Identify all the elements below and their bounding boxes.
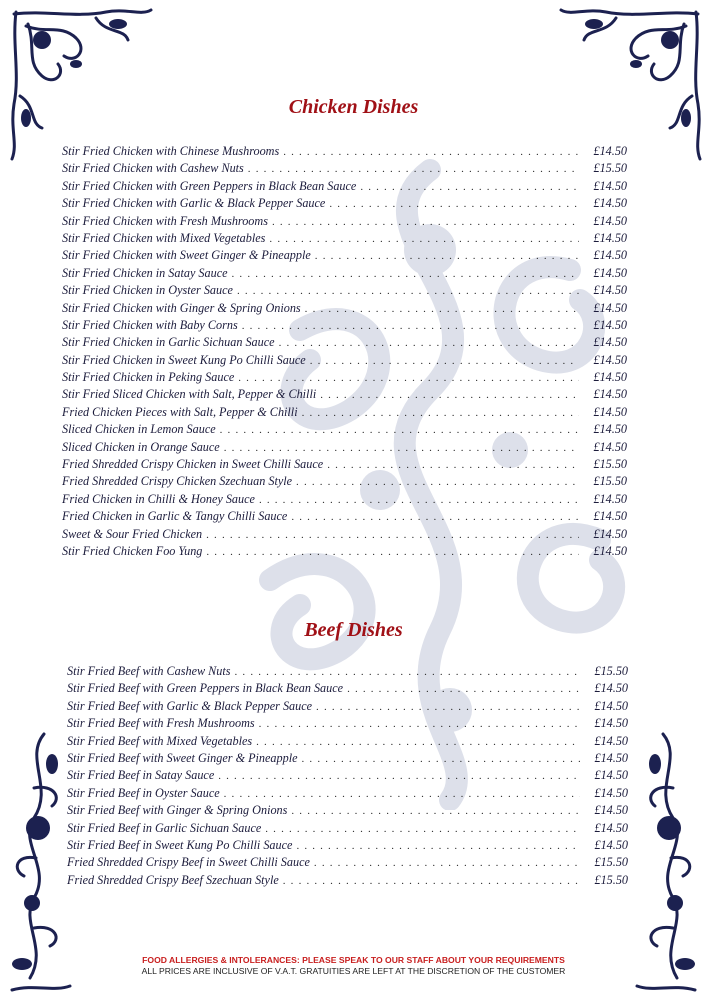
- menu-item: [67, 716, 628, 733]
- menu-item-name: Stir Fried Chicken with Sweet Ginger & Pineapple: [62, 248, 311, 263]
- menu-item: [62, 318, 627, 335]
- dot-leader: [310, 355, 579, 367]
- floral-corner-icon: [556, 4, 706, 164]
- dot-leader: [296, 840, 580, 852]
- dot-leader: [329, 198, 579, 210]
- menu-item-price: £14.50: [593, 335, 627, 350]
- menu-item-name: Stir Fried Chicken in Peking Sauce: [62, 370, 235, 385]
- dot-leader: [259, 718, 580, 730]
- menu-item: [67, 821, 628, 838]
- menu-item-price: £14.50: [593, 317, 627, 332]
- menu-item: [67, 838, 628, 855]
- dot-leader: [279, 337, 579, 349]
- dot-leader: [291, 511, 579, 523]
- menu-item-name: Stir Fried Beef with Sweet Ginger & Pineapple: [67, 750, 298, 765]
- menu-item-name: Stir Fried Beef with Green Peppers in Black Bean Sauce: [67, 681, 344, 696]
- menu-item: [62, 440, 627, 457]
- menu-item-name: Sweet & Sour Fried Chicken: [62, 526, 203, 541]
- menu-item: [62, 179, 627, 196]
- dot-leader: [206, 529, 579, 541]
- chicken-menu-list: [62, 144, 627, 561]
- menu-item-name: Fried Chicken in Chilli & Honey Sauce: [62, 491, 255, 506]
- menu-item: [62, 214, 627, 231]
- dot-leader: [248, 163, 579, 175]
- menu-item: [62, 161, 627, 178]
- dot-leader: [314, 857, 580, 869]
- menu-item-price: £14.50: [593, 144, 627, 158]
- dot-leader: [206, 546, 579, 558]
- menu-item: [67, 803, 628, 820]
- menu-item-name: Stir Fried Sliced Chicken with Salt, Pepper & Chilli: [62, 387, 317, 402]
- menu-item: [62, 544, 627, 561]
- menu-item: [62, 353, 627, 370]
- menu-item-price: £14.50: [594, 768, 628, 783]
- dot-leader: [269, 233, 579, 245]
- menu-item-price: £14.50: [593, 543, 627, 558]
- menu-item-price: £14.50: [593, 439, 627, 454]
- beef-menu-list: [67, 664, 628, 890]
- menu-item-price: £14.50: [594, 785, 628, 800]
- allergy-notice: FOOD ALLERGIES & INTOLERANCES: PLEASE SPEAK TO OUR STAFF ABOUT YOUR REQUIREMENTS: [142, 955, 565, 965]
- dot-leader: [360, 181, 579, 193]
- dot-leader: [242, 320, 579, 332]
- menu-item-name: Fried Shredded Crispy Chicken in Sweet Chilli Sauce: [62, 457, 324, 472]
- menu-item-price: £14.50: [594, 716, 628, 731]
- menu-item-name: Fried Shredded Crispy Beef in Sweet Chilli Sauce: [67, 855, 310, 870]
- menu-item-name: Stir Fried Chicken in Garlic Sichuan Sauce: [62, 335, 275, 350]
- menu-item: [62, 335, 627, 352]
- beef-section-title: Beef Dishes: [304, 619, 403, 641]
- dot-leader: [291, 805, 580, 817]
- menu-item-name: Stir Fried Chicken with Baby Corns: [62, 317, 238, 332]
- menu-item-name: Stir Fried Beef in Garlic Sichuan Sauce: [67, 820, 262, 835]
- menu-item-price: £14.50: [593, 491, 627, 506]
- menu-item-price: £14.50: [593, 387, 627, 402]
- dot-leader: [224, 442, 579, 454]
- menu-item-price: £15.50: [593, 457, 627, 472]
- dot-leader: [302, 753, 580, 765]
- dot-leader: [320, 389, 579, 401]
- dot-leader: [315, 250, 579, 262]
- dot-leader: [272, 216, 579, 228]
- menu-item-price: £14.50: [593, 283, 627, 298]
- menu-item-price: £14.50: [593, 230, 627, 245]
- menu-item-name: Stir Fried Beef with Ginger & Spring Onions: [67, 803, 288, 818]
- dot-leader: [220, 424, 579, 436]
- menu-item: [67, 855, 628, 872]
- dot-leader: [235, 666, 580, 678]
- dot-leader: [283, 146, 579, 158]
- menu-item: [67, 873, 628, 890]
- menu-item-name: Stir Fried Beef in Oyster Sauce: [67, 785, 220, 800]
- menu-item-price: £14.50: [594, 750, 628, 765]
- menu-item-price: £14.50: [593, 248, 627, 263]
- menu-item-price: £14.50: [593, 370, 627, 385]
- dot-leader: [316, 701, 580, 713]
- menu-item-price: £14.50: [594, 733, 628, 748]
- menu-item-price: £15.50: [594, 872, 628, 887]
- menu-item: [62, 422, 627, 439]
- menu-item: [62, 387, 627, 404]
- menu-item: [62, 231, 627, 248]
- menu-item: [67, 768, 628, 785]
- menu-item-price: £14.50: [593, 265, 627, 280]
- dot-leader: [305, 303, 579, 315]
- dot-leader: [259, 494, 579, 506]
- menu-item-price: £14.50: [593, 178, 627, 193]
- menu-item-price: £15.50: [594, 855, 628, 870]
- menu-item-name: Stir Fried Beef with Mixed Vegetables: [67, 733, 253, 748]
- menu-item-name: Stir Fried Chicken with Green Peppers in Black Bean Sauce: [62, 178, 357, 193]
- menu-item-price: £14.50: [594, 803, 628, 818]
- menu-item-price: £15.50: [593, 161, 627, 176]
- menu-item-price: £14.50: [593, 526, 627, 541]
- menu-item-name: Stir Fried Chicken with Ginger & Spring Onions: [62, 300, 301, 315]
- menu-item: [62, 527, 627, 544]
- dot-leader: [283, 875, 580, 887]
- menu-item-name: Stir Fried Chicken with Mixed Vegetables: [62, 230, 266, 245]
- menu-item: [62, 144, 627, 161]
- menu-item: [62, 405, 627, 422]
- menu-item: [62, 474, 627, 491]
- menu-item-name: Stir Fried Chicken with Cashew Nuts: [62, 161, 244, 176]
- menu-item-name: Fried Chicken Pieces with Salt, Pepper & Chilli: [62, 404, 298, 419]
- menu-item: [62, 457, 627, 474]
- menu-item-price: £14.50: [593, 196, 627, 211]
- menu-item-price: £14.50: [593, 352, 627, 367]
- menu-item-price: £14.50: [593, 213, 627, 228]
- menu-item-price: £14.50: [593, 422, 627, 437]
- price-notice: ALL PRICES ARE INCLUSIVE OF V.A.T. GRATUITIES ARE LEFT AT THE DISCRETION OF THE CUSTOMER: [141, 966, 566, 976]
- menu-item: [62, 248, 627, 265]
- menu-item-name: Fried Shredded Crispy Beef Szechuan Style: [67, 872, 279, 887]
- dot-leader: [256, 736, 580, 748]
- dot-leader: [302, 407, 579, 419]
- menu-item: [67, 751, 628, 768]
- menu-item-name: Stir Fried Chicken with Garlic & Black Pepper Sauce: [62, 196, 326, 211]
- floral-corner-icon: [6, 4, 156, 164]
- menu-item-price: £14.50: [593, 509, 627, 524]
- menu-item: [67, 734, 628, 751]
- menu-item: [62, 370, 627, 387]
- menu-item: [62, 509, 627, 526]
- menu-item-price: £15.50: [594, 664, 628, 678]
- menu-item: [67, 786, 628, 803]
- menu-item-name: Stir Fried Chicken with Fresh Mushrooms: [62, 213, 268, 228]
- dot-leader: [237, 285, 579, 297]
- dot-leader: [232, 268, 579, 280]
- menu-item: [62, 196, 627, 213]
- dot-leader: [347, 683, 580, 695]
- dot-leader: [296, 476, 579, 488]
- menu-item: [67, 699, 628, 716]
- menu-item: [62, 301, 627, 318]
- menu-item-name: Sliced Chicken in Lemon Sauce: [62, 422, 216, 437]
- menu-item: [67, 681, 628, 698]
- menu-item-name: Stir Fried Chicken with Chinese Mushrooms: [62, 144, 280, 158]
- menu-item-name: Fried Shredded Crispy Chicken Szechuan Style: [62, 474, 293, 489]
- menu-item-name: Stir Fried Chicken Foo Yung: [62, 543, 203, 558]
- menu-item-price: £15.50: [593, 474, 627, 489]
- menu-item-name: Stir Fried Chicken in Satay Sauce: [62, 265, 228, 280]
- menu-item: [62, 266, 627, 283]
- menu-item-name: Sliced Chicken in Orange Sauce: [62, 439, 220, 454]
- menu-item-price: £14.50: [593, 300, 627, 315]
- menu-item: [62, 492, 627, 509]
- chicken-section-title: Chicken Dishes: [288, 96, 419, 118]
- menu-item: [62, 283, 627, 300]
- menu-item-price: £14.50: [594, 698, 628, 713]
- dot-leader: [224, 788, 580, 800]
- menu-item-name: Stir Fried Beef with Cashew Nuts: [67, 664, 231, 678]
- menu-item-price: £14.50: [593, 404, 627, 419]
- menu-item-name: Fried Chicken in Garlic & Tangy Chilli Sauce: [62, 509, 288, 524]
- dot-leader: [327, 459, 579, 471]
- menu-item-name: Stir Fried Beef in Satay Sauce: [67, 768, 215, 783]
- menu-item-price: £14.50: [594, 820, 628, 835]
- menu-item-price: £14.50: [594, 837, 628, 852]
- menu-item: [67, 664, 628, 681]
- dot-leader: [238, 372, 579, 384]
- dot-leader: [218, 770, 580, 782]
- menu-item-name: Stir Fried Chicken in Oyster Sauce: [62, 283, 233, 298]
- menu-item-name: Stir Fried Beef with Garlic & Black Pepper Sauce: [67, 698, 313, 713]
- menu-item-name: Stir Fried Beef in Sweet Kung Po Chilli Sauce: [67, 837, 293, 852]
- menu-item-name: Stir Fried Chicken in Sweet Kung Po Chilli Sauce: [62, 352, 306, 367]
- dot-leader: [265, 823, 580, 835]
- menu-item-price: £14.50: [594, 681, 628, 696]
- menu-item-name: Stir Fried Beef with Fresh Mushrooms: [67, 716, 255, 731]
